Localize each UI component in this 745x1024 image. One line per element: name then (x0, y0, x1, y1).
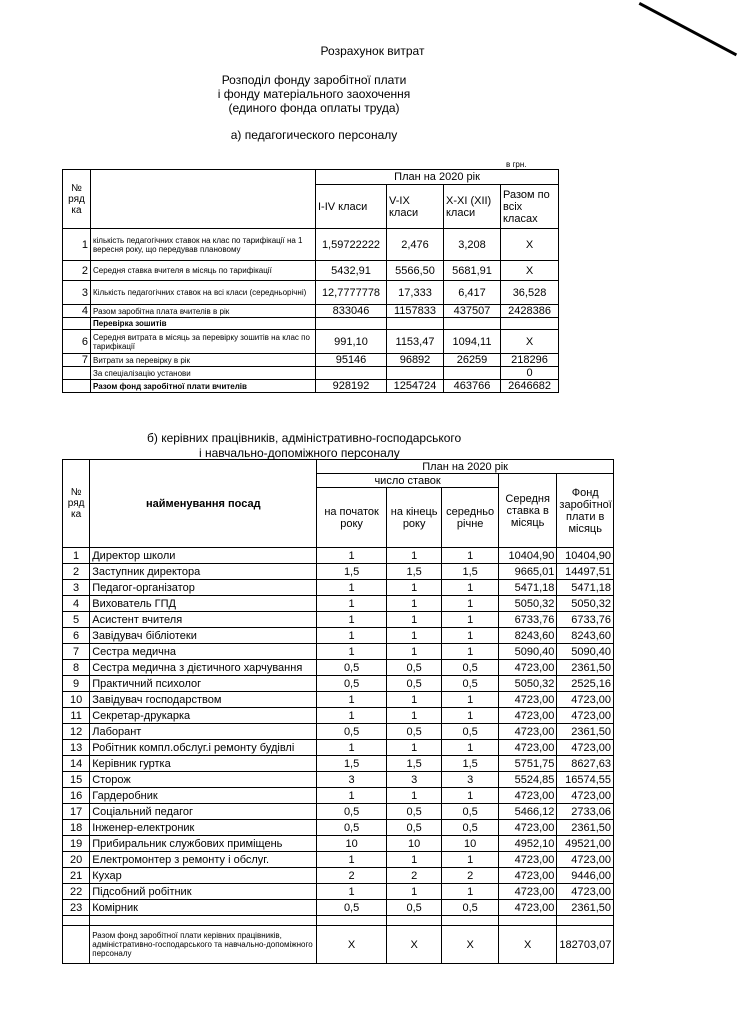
cell-value: 1 (442, 852, 499, 868)
cell-value: 2361,50 (557, 820, 614, 836)
cell-value: 1 (386, 740, 442, 756)
table-row (63, 596, 614, 612)
col-header-1-4: І-ІV класи (316, 185, 387, 229)
row-label: Середня витрата в місяць за перевірку зошитів на клас по тарифікації (91, 330, 316, 354)
cell-value: 0,5 (386, 900, 442, 916)
cell-value: 1 (442, 788, 499, 804)
table-row (63, 564, 614, 580)
table-row (63, 305, 559, 318)
plan-header: План на 2020 рік (317, 460, 614, 474)
row-number: 5 (63, 612, 90, 628)
cell-value: 0,5 (386, 804, 442, 820)
row-label: Середня ставка вчителя в місяць по тарифікації (91, 261, 316, 281)
cell-value: Х (501, 330, 559, 354)
position-name: Сестра медична (90, 644, 317, 660)
row-number: 15 (63, 772, 90, 788)
cell-value: 9446,00 (557, 868, 614, 884)
cell-value (444, 318, 501, 330)
cell-value: 1 (442, 628, 499, 644)
cell-value: 9665,01 (498, 564, 557, 580)
row-label: кількість педагогічних ставок на клас по тарифікації на 1 вересня року, що передував плановому (91, 229, 316, 261)
cell-value: 8627,63 (557, 756, 614, 772)
cell-value: 1 (442, 884, 499, 900)
cell-value: 12,7777778 (316, 281, 387, 305)
description-header (91, 170, 316, 229)
cell-value: 10 (386, 836, 442, 852)
cell-value (444, 367, 501, 380)
position-name: Педагог-організатор (90, 580, 317, 596)
position-name: Комірник (90, 900, 317, 916)
cell-value: 4723,00 (498, 724, 557, 740)
row-number: 7 (63, 354, 91, 367)
cell-value: 4723,00 (557, 692, 614, 708)
annual-avg-header: середньо річне (442, 488, 499, 548)
row-number (63, 367, 91, 380)
empty-cell (63, 926, 90, 964)
cell-value: 1 (442, 644, 499, 660)
cell-value: 5681,91 (444, 261, 501, 281)
row-number: 23 (63, 900, 90, 916)
table-row (63, 548, 614, 564)
cell-value: 0,5 (442, 900, 499, 916)
table-row (63, 772, 614, 788)
cell-value: 2 (386, 868, 442, 884)
cell-value: 1 (317, 788, 387, 804)
table-row (63, 804, 614, 820)
cell-value: 2646682 (501, 380, 559, 393)
cell-value: 0,5 (386, 660, 442, 676)
cell-value: 1,5 (317, 564, 387, 580)
row-number: 10 (63, 692, 90, 708)
row-label: Разом заробітна плата вчителів в рік (91, 305, 316, 318)
table-row (63, 612, 614, 628)
cell-value: 96892 (387, 354, 444, 367)
cell-value: 437507 (444, 305, 501, 318)
admin-staff-table (62, 459, 614, 964)
row-number: 6 (63, 628, 90, 644)
cell-value: 4723,00 (498, 788, 557, 804)
cell-value: 4723,00 (498, 740, 557, 756)
row-number: 6 (63, 330, 91, 354)
cell-value: 5751,75 (498, 756, 557, 772)
row-number: 1 (63, 229, 91, 261)
cell-value: 1 (386, 884, 442, 900)
cell-value: 1,5 (442, 564, 499, 580)
cell-value: 36,528 (501, 281, 559, 305)
cell-value: 1157833 (387, 305, 444, 318)
row-label: Разом фонд заробітної плати вчителів (91, 380, 316, 393)
table-row (63, 676, 614, 692)
payroll-fund-header: Фонд заробітної плати в місяць (557, 474, 614, 548)
cell-value: 4723,00 (498, 852, 557, 868)
cell-value: 4723,00 (557, 740, 614, 756)
cell-value: 4723,00 (557, 708, 614, 724)
cell-value: 0,5 (442, 676, 499, 692)
position-name: Інженер-електроник (90, 820, 317, 836)
row-label: Перевірка зошитів (91, 318, 316, 330)
cell-value: 5524,85 (498, 772, 557, 788)
table-row (63, 852, 614, 868)
cell-value: 2361,50 (557, 900, 614, 916)
cell-value: 1 (317, 612, 387, 628)
table-row (63, 318, 559, 330)
cell-value: 2525,16 (557, 676, 614, 692)
cell-value: 1 (317, 644, 387, 660)
cell-value: 1 (442, 612, 499, 628)
total-value: 182703,07 (557, 926, 614, 964)
cell-value: 4723,00 (498, 692, 557, 708)
position-name: Кухар (90, 868, 317, 884)
cell-value: 3,208 (444, 229, 501, 261)
cell-value: 1 (442, 548, 499, 564)
empty-cell (317, 916, 387, 926)
table-row (63, 281, 559, 305)
total-value: Х (442, 926, 499, 964)
position-name: Гардеробник (90, 788, 317, 804)
cell-value: 463766 (444, 380, 501, 393)
row-number-header: № ряд ка (63, 460, 90, 548)
table-row (63, 820, 614, 836)
row-number (63, 380, 91, 393)
table-row (63, 836, 614, 852)
cell-value: 6733,76 (498, 612, 557, 628)
cell-value: 928192 (316, 380, 387, 393)
cell-value: 5050,32 (498, 676, 557, 692)
row-label: Витрати за перевірку в рік (91, 354, 316, 367)
cell-value: 16574,55 (557, 772, 614, 788)
end-year-header: на кінець року (386, 488, 442, 548)
cell-value: 5471,18 (498, 580, 557, 596)
cell-value: 218296 (501, 354, 559, 367)
row-number: 7 (63, 644, 90, 660)
empty-cell (90, 916, 317, 926)
page-title: Розрахунок витрат (320, 44, 425, 58)
spacer-row (63, 916, 614, 926)
cell-value: 4723,00 (498, 900, 557, 916)
cell-value (316, 318, 387, 330)
col-header-total: Разом по всіх класах (501, 185, 559, 229)
position-name: Соціальний педагог (90, 804, 317, 820)
cell-value: 1 (317, 692, 387, 708)
cell-value: 1 (317, 740, 387, 756)
cell-value: 0,5 (386, 820, 442, 836)
cell-value: 0,5 (442, 660, 499, 676)
row-number: 13 (63, 740, 90, 756)
cell-value: 1,5 (442, 756, 499, 772)
position-name: Заступник директора (90, 564, 317, 580)
cell-value: 26259 (444, 354, 501, 367)
cell-value: 0,5 (386, 676, 442, 692)
cell-value: 4723,00 (557, 884, 614, 900)
subtitle-line-1: Розподіл фонду заробітної плати (221, 73, 407, 87)
cell-value: 2733,06 (557, 804, 614, 820)
empty-cell (442, 916, 499, 926)
cell-value: 1 (317, 628, 387, 644)
total-value: Х (317, 926, 387, 964)
table-row (63, 724, 614, 740)
cell-value: 0,5 (317, 676, 387, 692)
row-number: 3 (63, 580, 90, 596)
row-number: 17 (63, 804, 90, 820)
currency-unit: в грн. (506, 160, 527, 169)
position-name: Прибиральник службових приміщень (90, 836, 317, 852)
cell-value: 0,5 (442, 820, 499, 836)
total-value: Х (498, 926, 557, 964)
cell-value: 4723,00 (557, 852, 614, 868)
cell-value: 3 (386, 772, 442, 788)
col-header-10-11: X-XI (XII) класи (444, 185, 501, 229)
cell-value: 49521,00 (557, 836, 614, 852)
rates-count-header: число ставок (317, 474, 499, 488)
col-header-5-9: V-IX класи (387, 185, 444, 229)
start-year-header: на початок року (317, 488, 387, 548)
table-row (63, 740, 614, 756)
subtitle-line-3: (единого фонда оплаты труда) (228, 101, 400, 115)
row-label: За спеціалізацію установи (91, 367, 316, 380)
position-name: Електромонтер з ремонту і обслуг. (90, 852, 317, 868)
cell-value: 1,5 (386, 564, 442, 580)
position-name-header: найменування посад (90, 460, 317, 548)
cell-value: 1,5 (386, 756, 442, 772)
position-name: Завідувач господарством (90, 692, 317, 708)
cell-value: 991,10 (316, 330, 387, 354)
empty-cell (498, 916, 557, 926)
cell-value: 1 (442, 692, 499, 708)
position-name: Вихователь ГПД (90, 596, 317, 612)
cell-value: 5432,91 (316, 261, 387, 281)
cell-value: 2361,50 (557, 724, 614, 740)
cell-value: 1 (317, 708, 387, 724)
table-row (63, 660, 614, 676)
table-row (63, 868, 614, 884)
cell-value: 3 (317, 772, 387, 788)
cell-value: 8243,60 (557, 628, 614, 644)
total-label: Разом фонд заробітної плати керівних працівників, адміністративно-господарського та навчально-допоміжного персоналу (90, 926, 317, 964)
cell-value: 0,5 (317, 900, 387, 916)
cell-value: 1 (386, 692, 442, 708)
total-row (63, 926, 614, 964)
cell-value: 2 (317, 868, 387, 884)
section-b-heading-1: б) керівних працівників, адміністративно-господарського (147, 431, 462, 445)
position-name: Сторож (90, 772, 317, 788)
position-name: Практичний психолог (90, 676, 317, 692)
cell-value: 1 (442, 740, 499, 756)
row-number: 1 (63, 548, 90, 564)
cell-value: 0,5 (317, 660, 387, 676)
row-number: 9 (63, 676, 90, 692)
empty-cell (63, 916, 90, 926)
row-number: 14 (63, 756, 90, 772)
position-name: Лаборант (90, 724, 317, 740)
row-number: 11 (63, 708, 90, 724)
cell-value: 0,5 (317, 804, 387, 820)
table-row (63, 354, 559, 367)
pedagogical-staff-table (62, 169, 559, 393)
cell-value: 5050,32 (557, 596, 614, 612)
row-number (63, 318, 91, 330)
section-a-heading: а) педагогического персоналу (230, 128, 398, 142)
cell-value: 4723,00 (498, 820, 557, 836)
position-name: Сестра медична з дієтичного харчування (90, 660, 317, 676)
cell-value (316, 367, 387, 380)
cell-value: 4723,00 (557, 788, 614, 804)
cell-value: 8243,60 (498, 628, 557, 644)
row-number: 19 (63, 836, 90, 852)
cell-value: 5090,40 (498, 644, 557, 660)
plan-header: План на 2020 рік (316, 170, 559, 185)
position-name: Асистент вчителя (90, 612, 317, 628)
row-number-header: № ряд ка (63, 170, 91, 229)
cell-value: 5566,50 (387, 261, 444, 281)
table-row (63, 229, 559, 261)
cell-value: 5466,12 (498, 804, 557, 820)
cell-value: Х (501, 229, 559, 261)
cell-value: 2428386 (501, 305, 559, 318)
row-number: 4 (63, 596, 90, 612)
cell-value (501, 318, 559, 330)
cell-value: 1 (386, 612, 442, 628)
cell-value: 0,5 (317, 820, 387, 836)
cell-value: 4952,10 (498, 836, 557, 852)
cell-value: 10 (317, 836, 387, 852)
table-row (63, 756, 614, 772)
cell-value: 1 (386, 644, 442, 660)
row-number: 20 (63, 852, 90, 868)
cell-value: 0,5 (317, 724, 387, 740)
cell-value: 1 (386, 788, 442, 804)
cell-value: 2361,50 (557, 660, 614, 676)
cell-value: 10404,90 (498, 548, 557, 564)
cell-value: 10404,90 (557, 548, 614, 564)
cell-value: 1 (386, 596, 442, 612)
table-row (63, 884, 614, 900)
cell-value: 1 (442, 708, 499, 724)
position-name: Завідувач бібліотеки (90, 628, 317, 644)
cell-value: 1 (386, 580, 442, 596)
row-number: 3 (63, 281, 91, 305)
row-number: 22 (63, 884, 90, 900)
cell-value: 1254724 (387, 380, 444, 393)
cell-value: 0 (501, 367, 559, 380)
cell-value: 4723,00 (498, 884, 557, 900)
cell-value: 1 (386, 852, 442, 868)
row-number: 4 (63, 305, 91, 318)
cell-value: 5090,40 (557, 644, 614, 660)
cell-value: 1 (442, 596, 499, 612)
cell-value: 1 (386, 708, 442, 724)
cell-value: 4723,00 (498, 868, 557, 884)
section-b-heading-2: і навчально-допоміжного персоналу (199, 446, 400, 460)
position-name: Підсобний робітник (90, 884, 317, 900)
cell-value: 5471,18 (557, 580, 614, 596)
total-value: Х (386, 926, 442, 964)
table-row (63, 380, 559, 393)
cell-value (387, 367, 444, 380)
row-number: 2 (63, 261, 91, 281)
avg-rate-header: Середня ставка в місяць (498, 474, 557, 548)
cell-value: Х (501, 261, 559, 281)
cell-value: 2,476 (387, 229, 444, 261)
row-number: 21 (63, 868, 90, 884)
cell-value: 17,333 (387, 281, 444, 305)
row-number: 18 (63, 820, 90, 836)
empty-cell (386, 916, 442, 926)
cell-value: 1 (317, 884, 387, 900)
cell-value: 2 (442, 868, 499, 884)
position-name: Робітник компл.обслуг.і ремонту будівлі (90, 740, 317, 756)
position-name: Директор школи (90, 548, 317, 564)
cell-value: 1 (386, 628, 442, 644)
row-number: 12 (63, 724, 90, 740)
cell-value: 1 (317, 548, 387, 564)
table-row (63, 261, 559, 281)
cell-value: 833046 (316, 305, 387, 318)
cell-value: 1,5 (317, 756, 387, 772)
row-number: 2 (63, 564, 90, 580)
cell-value: 0,5 (386, 724, 442, 740)
table-row (63, 900, 614, 916)
cell-value: 1 (386, 548, 442, 564)
cell-value: 1 (317, 596, 387, 612)
empty-cell (557, 916, 614, 926)
position-name: Керівник гуртка (90, 756, 317, 772)
table-row (63, 708, 614, 724)
position-name: Секретар-друкарка (90, 708, 317, 724)
table-row (63, 692, 614, 708)
cell-value: 1094,11 (444, 330, 501, 354)
row-number: 8 (63, 660, 90, 676)
table-row (63, 628, 614, 644)
cell-value: 14497,51 (557, 564, 614, 580)
cell-value: 1 (317, 580, 387, 596)
cell-value: 1,59722222 (316, 229, 387, 261)
table-row (63, 788, 614, 804)
cell-value: 0,5 (442, 724, 499, 740)
cell-value: 4723,00 (498, 660, 557, 676)
row-number: 16 (63, 788, 90, 804)
cell-value: 10 (442, 836, 499, 852)
cell-value: 4723,00 (498, 708, 557, 724)
table-row (63, 644, 614, 660)
cell-value: 0,5 (442, 804, 499, 820)
cell-value: 6733,76 (557, 612, 614, 628)
table-row (63, 580, 614, 596)
cell-value: 1 (442, 580, 499, 596)
cell-value: 1153,47 (387, 330, 444, 354)
row-label: Кількість педагогічних ставок на всі класи (середньорічні) (91, 281, 316, 305)
cell-value (387, 318, 444, 330)
cell-value: 6,417 (444, 281, 501, 305)
subtitle-line-2: і фонду матеріального заохочення (217, 87, 411, 101)
cell-value: 95146 (316, 354, 387, 367)
cell-value: 1 (317, 852, 387, 868)
table-row (63, 330, 559, 354)
cell-value: 5050,32 (498, 596, 557, 612)
cell-value: 3 (442, 772, 499, 788)
table-row (63, 367, 559, 380)
